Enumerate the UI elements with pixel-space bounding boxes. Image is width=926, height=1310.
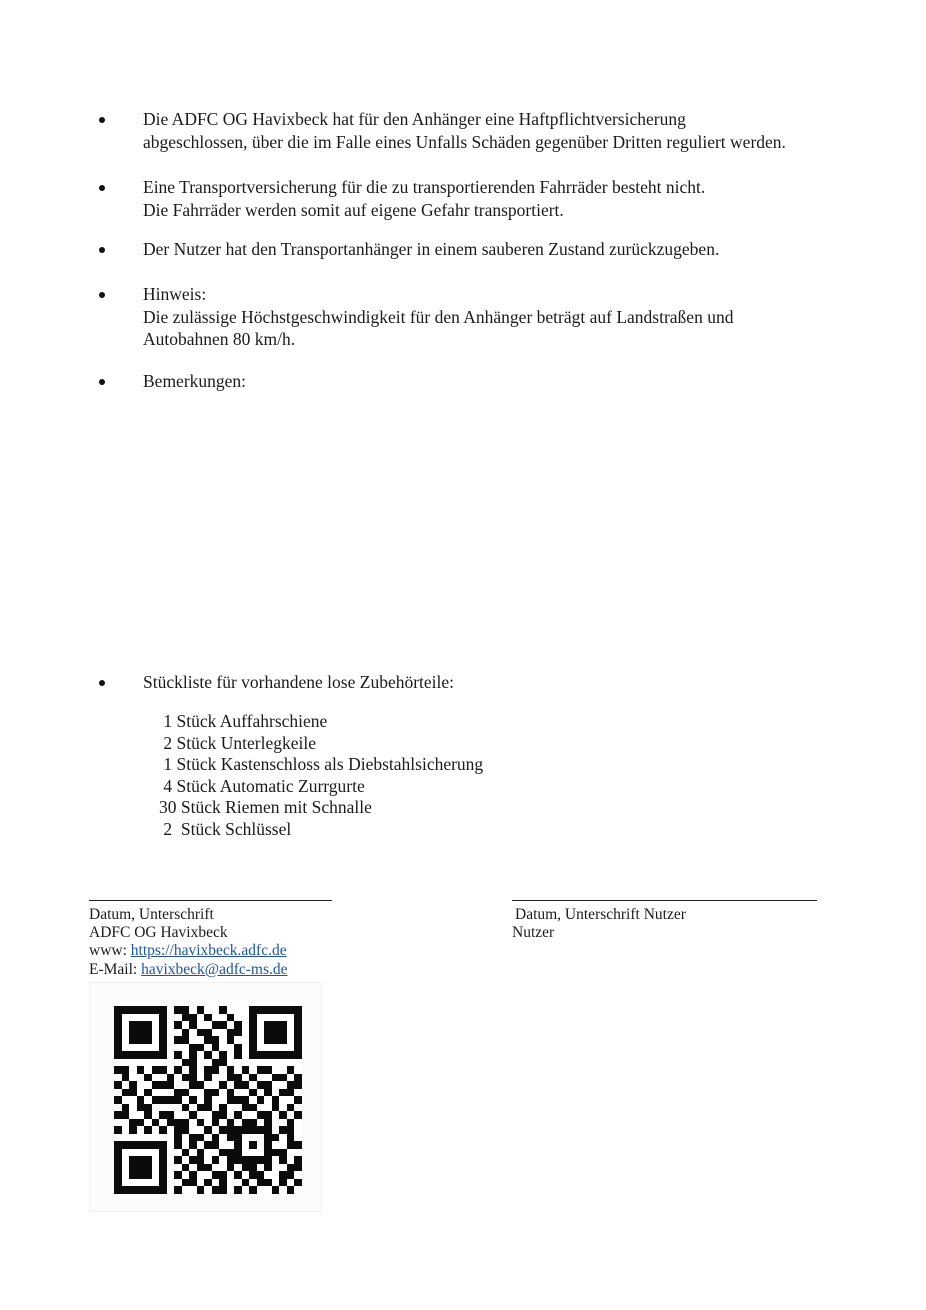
signature-caption-user: Datum, Unterschrift Nutzer — [515, 906, 686, 923]
parts-list-item: 2 Stück Unterlegkeile — [159, 732, 316, 753]
bullet-text-line: Hinweis: — [143, 284, 207, 304]
parts-list-item: 2 Stück Schlüssel — [159, 818, 292, 839]
parts-list — [159, 711, 483, 840]
bullet-text-line: Die zulässige Höchstgeschwindigkeit für den Anhänger beträgt auf Landstraßen und — [143, 306, 734, 327]
bullet-transport-insurance — [97, 176, 857, 221]
bullet-dot-icon — [99, 292, 105, 298]
bullet-parts-list-heading — [97, 671, 857, 694]
bullet-dot-icon — [99, 379, 105, 385]
qr-image-block — [89, 982, 322, 1212]
bullet-insurance-liability — [97, 108, 857, 153]
bullet-clean-return — [97, 238, 857, 261]
parts-list-item: 1 Stück Kastenschloss als Diebstahlsicherung — [159, 754, 484, 774]
www-label: www: — [89, 942, 131, 960]
parts-list-item: 30 Stück Riemen mit Schnalle — [159, 797, 372, 817]
signature-caption-owner: Datum, Unterschrift — [89, 906, 214, 923]
bullet-text-line: Die ADFC OG Havixbeck hat für den Anhänger eine Haftpflichtversicherung — [143, 109, 686, 129]
bullet-dot-icon — [99, 680, 105, 686]
bullet-text-line: Der Nutzer hat den Transportanhänger in einem sauberen Zustand zurückzugeben. — [143, 239, 720, 259]
organization-name: ADFC OG Havixbeck — [89, 924, 228, 942]
bullet-dot-icon — [99, 185, 105, 191]
signature-line-user — [512, 900, 817, 901]
bullet-text-line: Bemerkungen: — [143, 371, 247, 391]
bullet-text-line: abgeschlossen, über die im Falle eines Unfalls Schäden gegenüber Dritten reguliert werden. — [143, 131, 786, 152]
email-row — [89, 961, 288, 979]
user-label: Nutzer — [512, 924, 555, 942]
bullet-speed-note — [97, 283, 857, 351]
bullet-dot-icon — [99, 247, 105, 253]
qr-code — [114, 1006, 302, 1194]
website-link[interactable]: https://havixbeck.adfc.de — [130, 942, 287, 960]
bullet-dot-icon — [99, 117, 105, 123]
parts-list-item: 4 Stück Automatic Zurrgurte — [159, 775, 365, 796]
bullet-text-line: Autobahnen 80 km/h. — [143, 329, 296, 349]
bullet-text-line: Die Fahrräder werden somit auf eigene Gefahr transportiert. — [143, 199, 564, 220]
signature-block-user — [512, 906, 686, 942]
signature-line-owner — [89, 900, 332, 901]
parts-list-item: 1 Stück Auffahrschiene — [159, 711, 328, 731]
bullet-text-line: Eine Transportversicherung für die zu transportierenden Fahrräder besteht nicht. — [143, 177, 706, 197]
email-link[interactable]: havixbeck@adfc-ms.de — [141, 960, 288, 978]
bullet-text-line: Stückliste für vorhandene lose Zubehörteile: — [143, 672, 455, 692]
website-row — [89, 942, 288, 960]
email-label: E-Mail: — [89, 960, 142, 978]
bullet-remarks — [97, 370, 857, 393]
signature-block-owner — [89, 906, 288, 979]
